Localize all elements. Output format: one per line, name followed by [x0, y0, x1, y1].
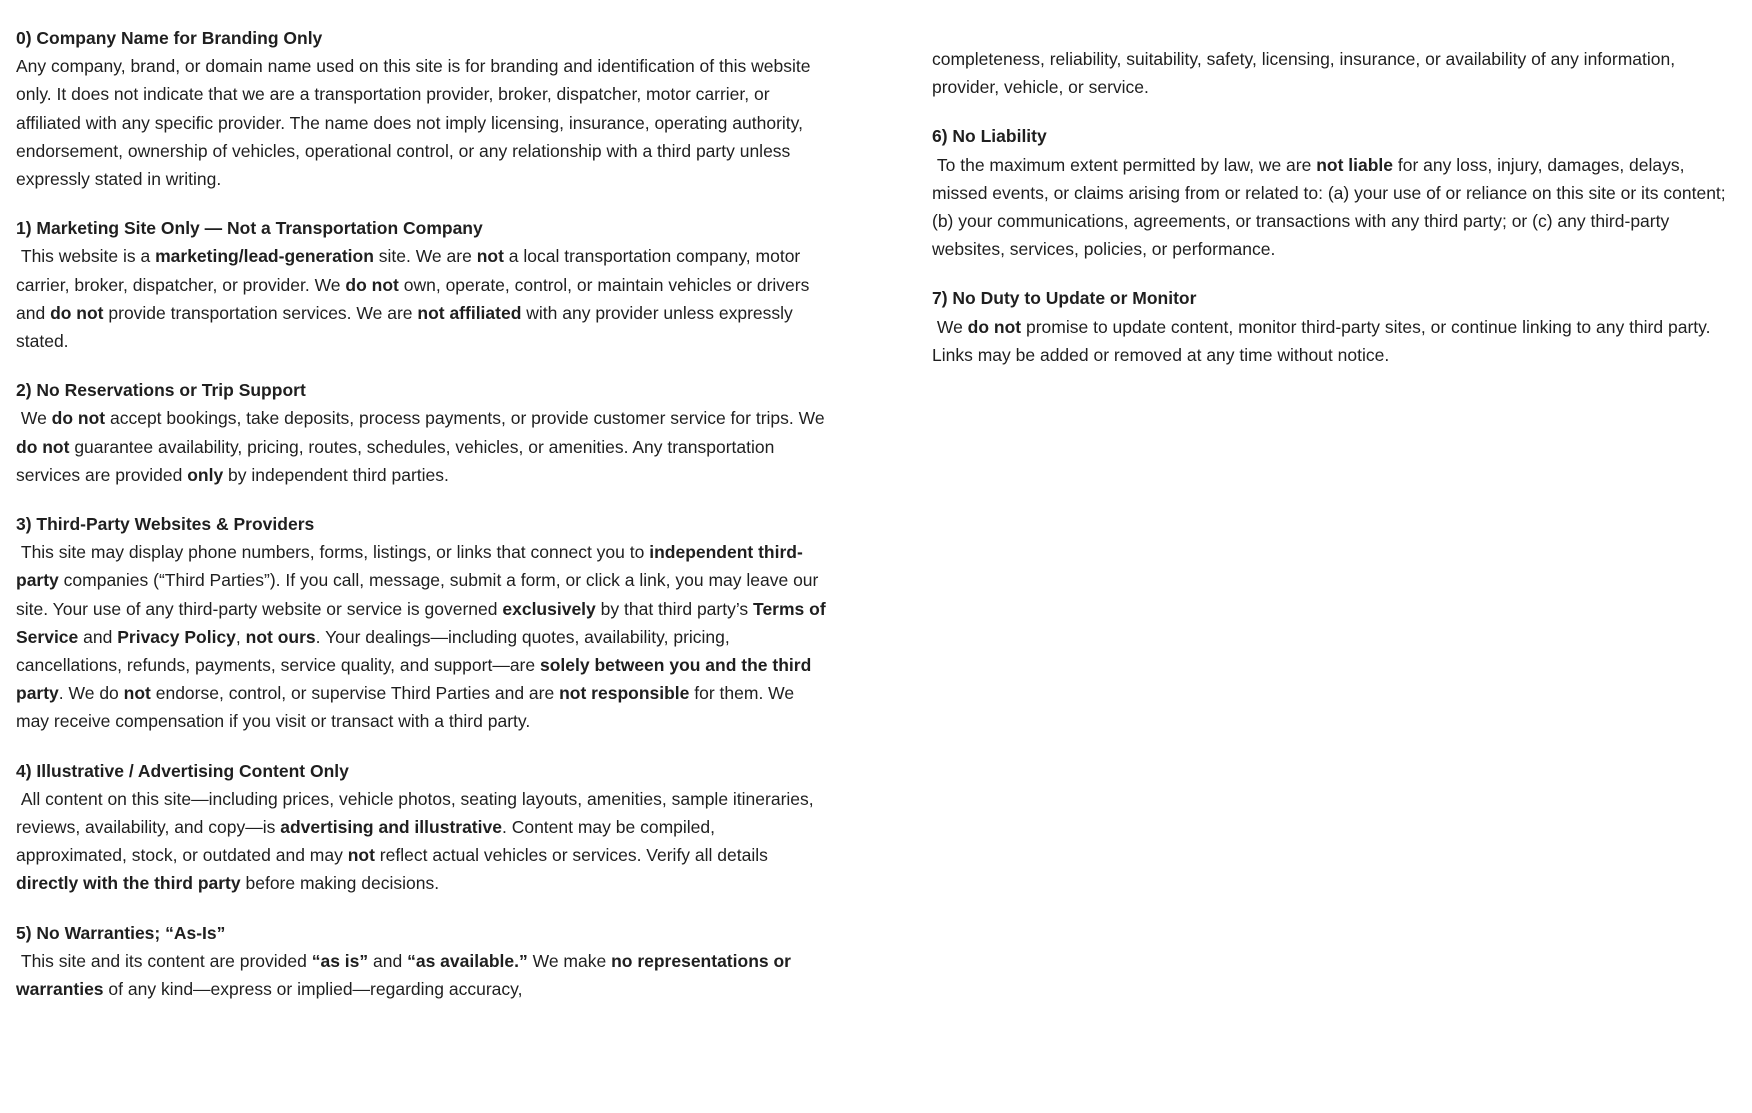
disclaimer-section	[932, 122, 1742, 263]
body-text: All content on this site—including prices, vehicle photos, seating layouts, amenities, sample itineraries, reviews, availability, and copy—is	[16, 788, 819, 838]
body-text: ,	[235, 626, 246, 647]
emphasized-text: advertising and illustrative	[280, 817, 502, 838]
section-heading: 7) No Duty to Update or Monitor	[932, 288, 1197, 309]
body-text: This site and its content are provided	[16, 950, 312, 971]
body-text: . We do	[58, 683, 124, 704]
emphasized-text: solely between you and the third party	[16, 655, 817, 704]
emphasized-text: not liable	[1316, 154, 1394, 175]
emphasized-text: directly with the third party	[16, 873, 241, 894]
emphasized-text: no representations or warranties	[16, 950, 796, 1000]
body-text: by independent third parties.	[223, 464, 449, 485]
emphasized-text: independent third-party	[16, 542, 803, 591]
body-text: accept bookings, take deposits, process payments, or provide customer service for trips. We	[105, 408, 830, 429]
body-text: with any provider unless expressly stated.	[16, 302, 798, 352]
body-text: To the maximum extent permitted by law, we are	[932, 154, 1317, 175]
emphasized-text: do not	[51, 408, 106, 429]
disclaimer-section	[932, 45, 1742, 101]
body-text: provide transportation services. We are	[103, 302, 418, 323]
emphasized-text: do not	[967, 316, 1022, 337]
emphasized-text: Terms of Service	[16, 598, 831, 647]
emphasized-text: not	[476, 246, 504, 267]
emphasized-text: Privacy Policy	[117, 626, 236, 647]
body-text: . Content may be compiled, approximated, stock, or outdated and may	[16, 817, 720, 866]
emphasized-text: do not	[16, 436, 70, 457]
body-text: We	[932, 316, 968, 337]
emphasized-text: not	[123, 683, 151, 704]
emphasized-text: not responsible	[559, 683, 690, 704]
section-heading: 6) No Liability	[932, 126, 1047, 147]
disclaimer-section	[16, 24, 826, 193]
body-text: own, operate, control, or maintain vehicles or drivers and	[16, 274, 815, 323]
body-text: and	[368, 950, 408, 971]
emphasized-text: exclusively	[502, 598, 596, 619]
emphasized-text: not affiliated	[417, 302, 522, 323]
disclaimer-section	[932, 284, 1742, 369]
section-heading: 4) Illustrative / Advertising Content Only	[16, 760, 349, 781]
column-right	[932, 24, 1742, 1024]
emphasized-text: only	[187, 464, 224, 485]
body-text: . Your dealings—including quotes, availability, pricing, cancellations, refunds, payments, service quality, and support—are	[16, 626, 735, 676]
body-text: We	[16, 408, 52, 429]
emphasized-text: “as available.”	[407, 950, 528, 971]
section-heading: 2) No Reservations or Trip Support	[16, 380, 306, 401]
section-heading: 5) No Warranties; “As-Is”	[16, 922, 226, 943]
body-text: completeness, reliability, suitability, safety, licensing, insurance, or availability of any information, provider, vehicle, or service.	[932, 49, 1680, 98]
emphasized-text: not	[347, 845, 375, 866]
section-heading: 3) Third-Party Websites & Providers	[16, 514, 315, 535]
body-text: This website is a	[16, 246, 156, 267]
body-text: guarantee availability, pricing, routes, schedules, vehicles, or amenities. Any transportation services are provided	[16, 436, 780, 485]
emphasized-text: do not	[345, 274, 399, 295]
body-text: of any kind—express or implied—regarding accuracy,	[103, 979, 523, 1000]
body-text: reflect actual vehicles or services. Verify all details	[374, 845, 773, 866]
body-text: and	[78, 626, 118, 647]
body-text: promise to update content, monitor third-party sites, or continue linking to any third party. Links may be added or removed at any time without notice.	[932, 316, 1716, 365]
emphasized-text: “as is”	[311, 950, 369, 971]
body-text: Any company, brand, or domain name used on this site is for branding and identification of this website only. It does not indicate that we are a transportation provider, broker, dispatcher, motor carrier, or affiliated with any specific provider. The name does not imply licensing, insurance, operating authority, endorsement, ownership of vehicles, operational control, or any relationship with a third party unless expressly stated in writing.	[16, 56, 816, 190]
column-left	[16, 24, 831, 1024]
disclaimer-section	[16, 510, 831, 736]
body-text: companies (“Third Parties”). If you call, message, submit a form, or click a link, you may leave our site. Your use of any third-party website or service is governed	[16, 570, 824, 619]
disclaimer-section	[16, 214, 826, 355]
body-text: endorse, control, or supervise Third Parties and are	[150, 683, 560, 704]
body-text: site. We are	[373, 246, 477, 267]
body-text: before making decisions.	[240, 873, 440, 894]
disclaimer-section	[16, 919, 826, 1004]
body-text: for them. We may receive compensation if you visit or transact with a third party.	[16, 683, 799, 732]
disclaimer-section	[16, 757, 826, 898]
body-text: This site may display phone numbers, forms, listings, or links that connect you to	[16, 542, 650, 563]
section-heading: 1) Marketing Site Only — Not a Transportation Company	[16, 218, 483, 239]
emphasized-text: do not	[50, 302, 104, 323]
emphasized-text: marketing/lead-generation	[155, 246, 374, 267]
body-text: by that third party’s	[595, 598, 754, 619]
emphasized-text: not ours	[245, 626, 316, 647]
body-text: a local transportation company, motor carrier, broker, dispatcher, or provider. We	[16, 246, 806, 295]
body-text: for any loss, injury, damages, delays, missed events, or claims arising from or related to: (a) your use of or reliance on this site or its content; (b) your communications, agreements, or transactions with any third party; or (c) any third-party websites, services, policies, or performance.	[932, 154, 1731, 260]
section-heading: 0) Company Name for Branding Only	[16, 28, 323, 48]
disclaimer-section	[16, 376, 830, 489]
body-text: We make	[527, 950, 612, 971]
